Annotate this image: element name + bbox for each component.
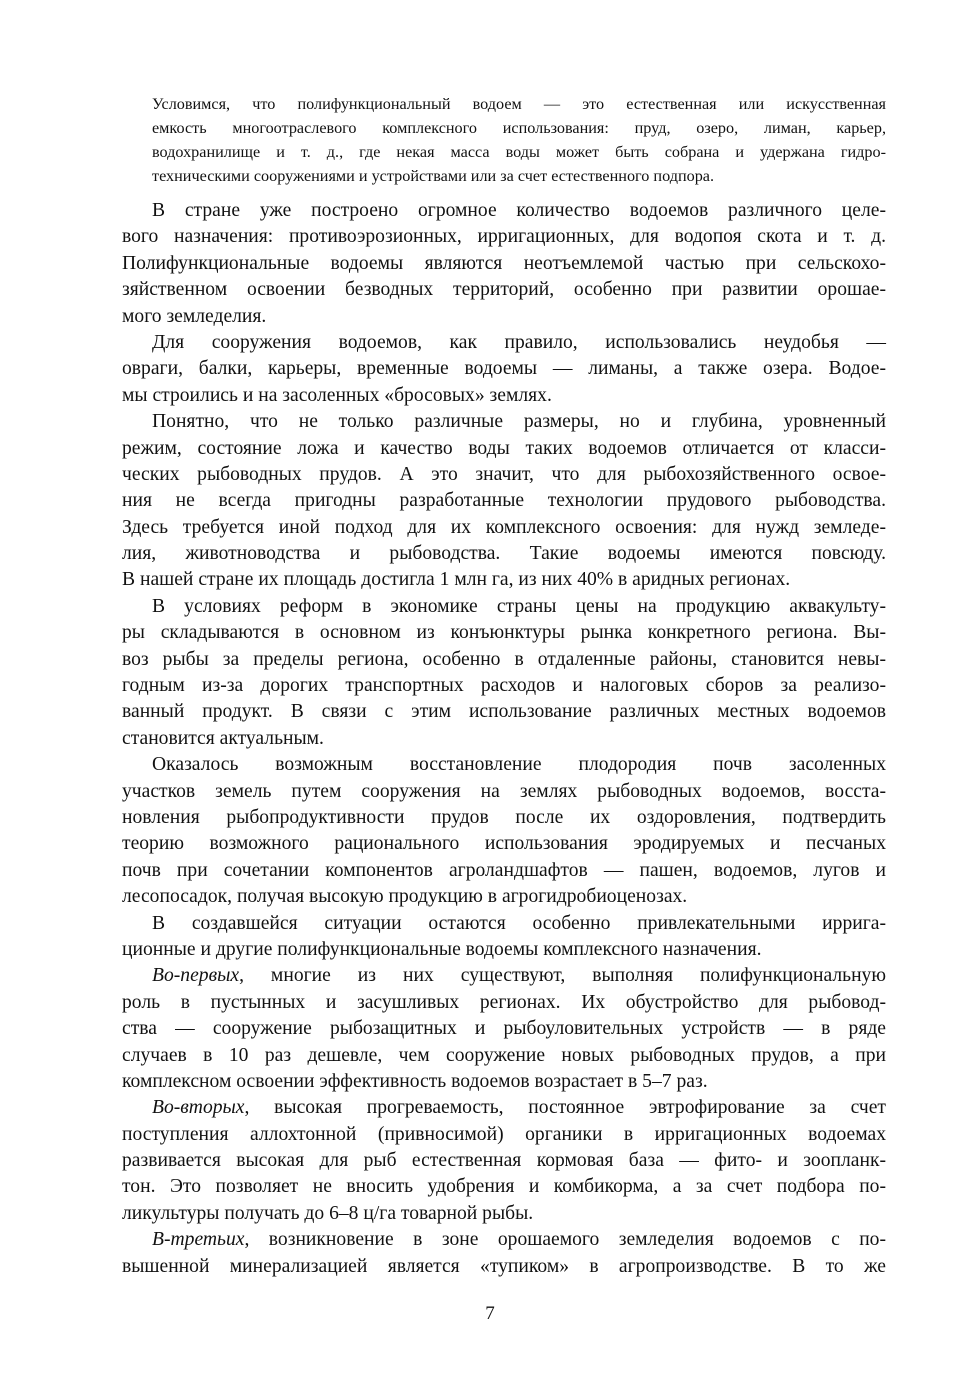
paragraph — [122, 330, 886, 409]
text-line: комплексном освоении эффективность водоемов возрастает в 5–7 раз. — [122, 1070, 708, 1092]
text-line: зяйственном освоении безводных территорий, особенно при развитии орошае- — [122, 279, 886, 301]
line-text: , возникновение в зоне орошаемого земледелия водоемов с по- — [244, 1229, 886, 1251]
text-line: роль в пустынных и засушливых регионах. Их обустройство для рыбовод- — [122, 991, 886, 1013]
italic-lead-word: В-третьих — [152, 1229, 245, 1251]
italic-lead-word: Во-первых — [152, 965, 240, 987]
text-line: новления рыбопродуктивности прудов после их оздоровления, подтвердить — [122, 806, 886, 828]
text-line: режим, состояние ложа и качество воды таких водоемов отличается от класси- — [122, 437, 886, 459]
intro-line: водохранилище и т. д., где некая масса воды может быть собрана и удержана гидро- — [152, 143, 886, 161]
text-line: развивается высокая для рыб естественная кормовая база — фито- и зоопланк- — [122, 1150, 886, 1172]
text-line: Понятно, что не только различные размеры, но и глубина, уровненный — [152, 411, 886, 433]
text-line: почв при сочетании компонентов агроландшафтов — пашен, водоемов, лугов и — [122, 859, 886, 881]
text-line: В нашей стране их площадь достигла 1 млн га, из них 40% в аридных регионах. — [122, 569, 791, 591]
text-line: ры складываются в основном из конъюнктуры рынка конкретного региона. Вы- — [122, 622, 886, 644]
intro-line: емкость многоотраслевого комплексного использования: пруд, озеро, лиман, карьер, — [152, 119, 886, 137]
line-text: , высокая прогреваемость, постоянное эвтрофирование за счет — [244, 1097, 886, 1119]
text-line: годным из-за дорогих транспортных расходов и налоговых сборов за реализо- — [122, 675, 886, 697]
text-line: становится актуальным. — [122, 727, 324, 749]
text-line: ства — сооружение рыбозащитных и рыбоуловительных устройств — в ряде — [122, 1018, 886, 1040]
paragraph — [122, 409, 886, 594]
text-line: Для сооружения водоемов, как правило, использовались неудобья — — [152, 331, 886, 353]
paragraph — [122, 1095, 886, 1227]
text-line: вого назначения: противоэрозионных, ирригационных, для водопоя скота и т. д. — [122, 226, 886, 248]
text-line: вышенной минерализацией является «тупиком» в агропроизводстве. В то же — [122, 1255, 886, 1277]
text-line: Оказалось возможным восстановление плодородия почв засоленных — [152, 754, 886, 776]
paragraph — [122, 911, 886, 964]
text-line: ния не всегда пригодны разработанные технологии прудового рыбоводства. — [122, 490, 886, 512]
page-number: 7 — [485, 1303, 495, 1324]
text-line: мого земледелия. — [122, 305, 267, 327]
paragraph — [122, 198, 886, 330]
text-line: Полифункциональные водоемы являются неотъемлемой частью при сельскохо- — [122, 252, 886, 274]
main-text-body — [122, 198, 886, 1280]
text-line: В создавшейся ситуации остаются особенно привлекательными ирригa- — [152, 912, 886, 934]
text-line: ликультуры получать до 6–8 ц/га товарной рыбы. — [122, 1202, 534, 1224]
text-line — [122, 963, 886, 989]
text-line: овраги, балки, карьеры, временные водоемы — лиманы, а также озера. Водое- — [122, 358, 886, 380]
text-line: поступления аллохтонной (привносимой) органики в ирригационных водоемах — [122, 1123, 886, 1145]
text-line: случаев в 10 раз дешевле, чем сооружение новых рыбоводных прудов, а при — [122, 1044, 886, 1066]
text-line: теорию возможного рационального использования эродируемых и песчаных — [122, 833, 886, 855]
text-line: ческих рыбоводных прудов. А это значит, что для рыбохозяйственного освое- — [122, 463, 886, 485]
intro-definition-block — [152, 92, 886, 188]
intro-line: Условимся, что полифункциональный водоем — это естественная или искусственная — [152, 95, 886, 113]
intro-line: техническими сооружениями и устройствами или за счет естественного подпора. — [152, 167, 715, 185]
text-line: Здесь требуется иной подход для их комплексного освоения: для нужд земледе- — [122, 516, 886, 538]
text-line: лесопосадок, получая высокую продукцию в агрогидробиоценозах. — [122, 886, 688, 908]
paragraph — [122, 752, 886, 910]
paragraph — [122, 1227, 886, 1280]
text-line: В стране уже построено огромное количество водоемов различного целе- — [152, 200, 886, 221]
text-line: воз рыбы за пределы региона, особенно в отдаленные районы, становится невы- — [122, 648, 886, 670]
italic-lead-word: Во-вторых — [152, 1097, 245, 1119]
paragraph — [122, 963, 886, 1095]
text-line: В условиях реформ в экономике страны цены на продукцию аквакульту- — [152, 595, 886, 617]
line-text: , многие из них существуют, выполняя полифункциональную — [239, 965, 886, 987]
text-line: ционные и другие полифункциональные водоемы комплексного назначения. — [122, 938, 762, 960]
text-line — [122, 1095, 886, 1121]
text-line — [122, 1227, 886, 1253]
text-line: участков земель путем сооружения на землях рыбоводных водоемов, восста- — [122, 780, 886, 802]
text-line: мы строились и на засоленных «бросовых» землях. — [122, 384, 552, 406]
text-line: ванный продукт. В связи с этим использование различных местных водоемов — [122, 701, 886, 723]
text-line: тон. Это позволяет не вносить удобрения и комбикорма, а за счет подбора по- — [122, 1176, 886, 1198]
paragraph — [122, 594, 886, 752]
text-line: лия, животноводства и рыбоводства. Такие водоемы имеются повсюду. — [122, 543, 886, 565]
